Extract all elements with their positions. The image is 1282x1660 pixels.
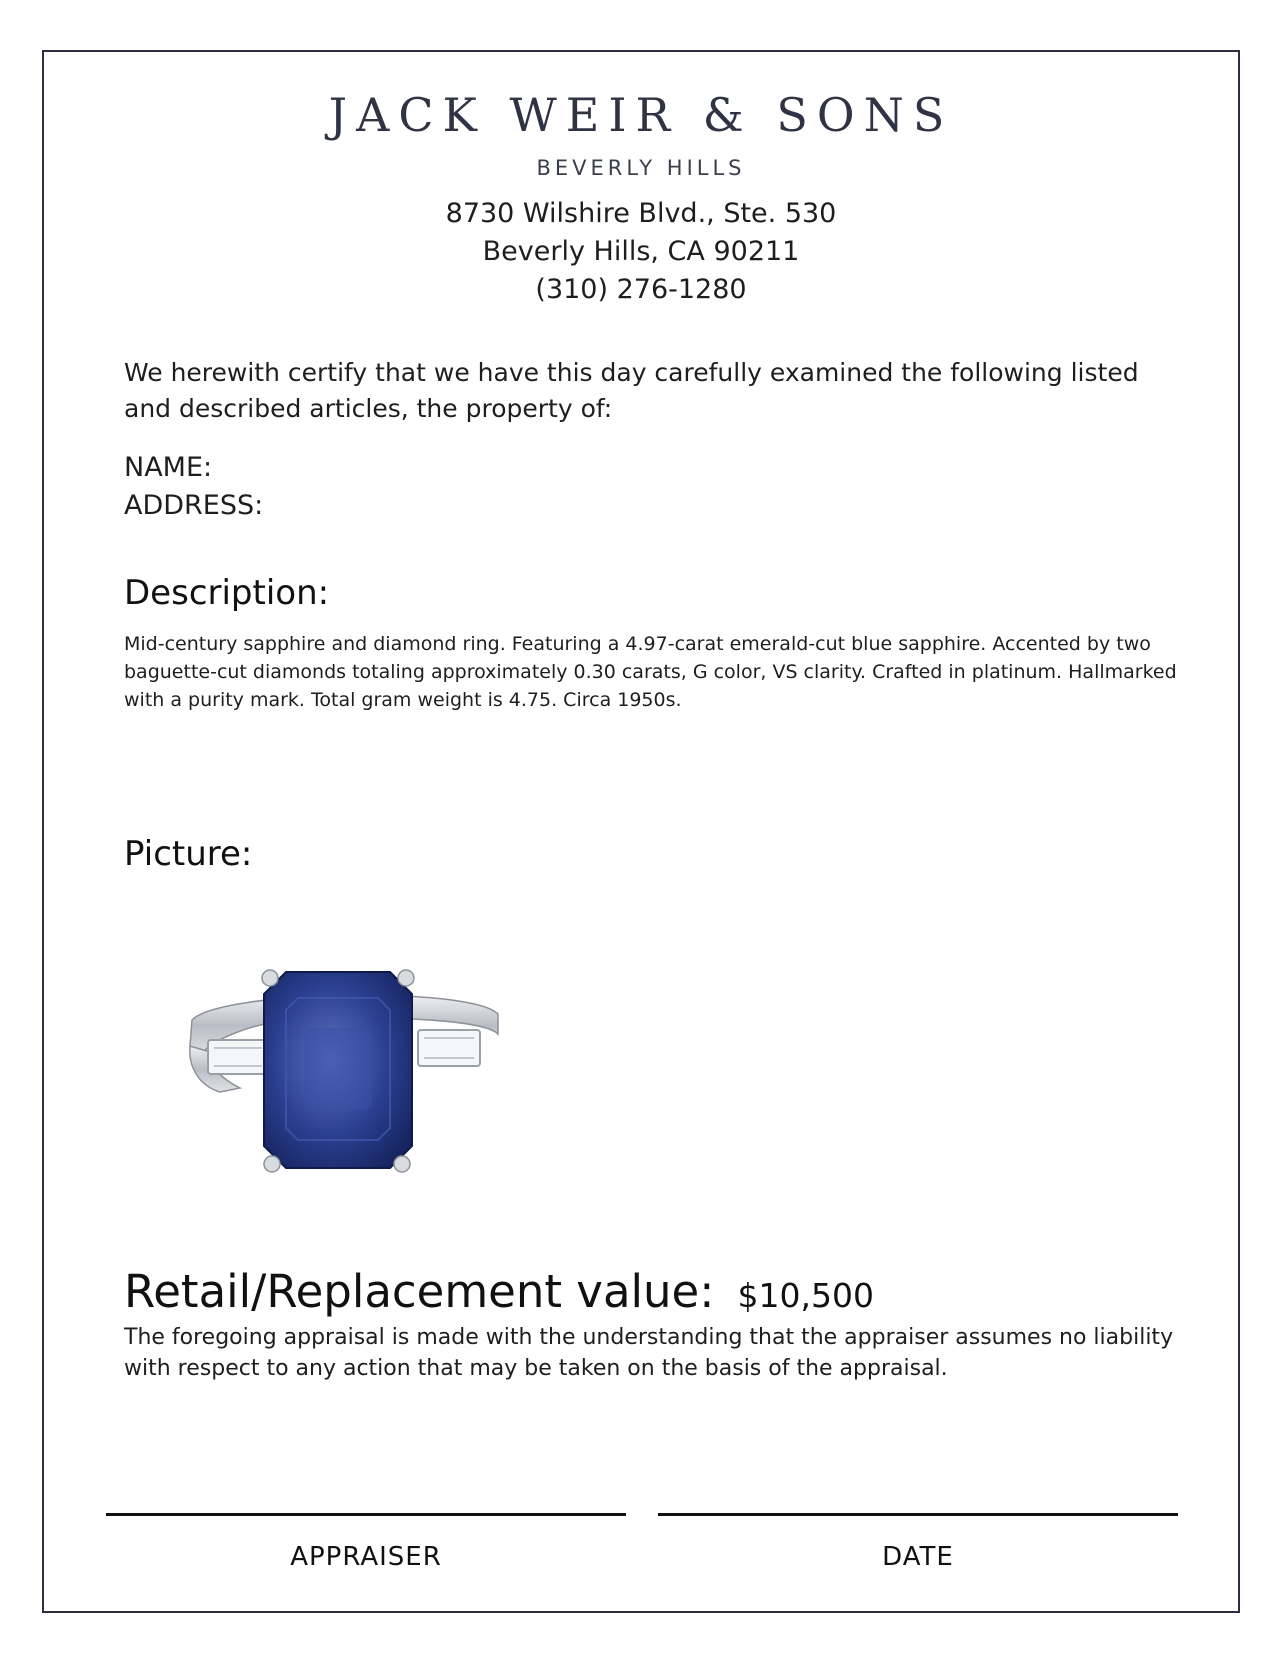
picture-heading: Picture: (124, 834, 253, 874)
brand-name: JACK WEIR & SONS (328, 88, 954, 142)
appraiser-label: APPRAISER (290, 1542, 442, 1572)
address-label: ADDRESS: (124, 490, 264, 521)
address-line-1: 8730 Wilshire Blvd., Ste. 530 (445, 198, 837, 229)
appraiser-signature-line (106, 1513, 626, 1516)
store-address (0, 195, 1282, 309)
name-label: NAME: (124, 452, 213, 483)
description-heading: Description: (124, 573, 330, 613)
sapphire-ring-icon (180, 968, 510, 1193)
date-signature-line (658, 1513, 1178, 1516)
phone-number: (310) 276-1280 (535, 274, 747, 305)
disclaimer-text: The foregoing appraisal is made with the understanding that the appraiser assumes no liability with respect to any action that may be taken on the basis of the appraisal. (124, 1325, 1174, 1381)
valuation-amount: $10,500 (737, 1276, 874, 1315)
brand-city: BEVERLY HILLS (536, 156, 746, 180)
certification-text: We herewith certify that we have this day carefully examined the following listed and described articles, the property of: (124, 358, 1139, 423)
valuation-row (124, 1265, 874, 1318)
description-text: Mid-century sapphire and diamond ring. Featuring a 4.97-carat emerald-cut blue sapphire. Accented by two baguette-cut diamonds totaling approximately 0.30 carats, G color, VS clarity. Crafted in platinum. Hallmarked with a purity mark. Total gram weight is 4.75. Circa 1950s. (124, 633, 1177, 711)
date-label: DATE (882, 1542, 954, 1572)
valuation-label: Retail/Replacement value: (124, 1265, 715, 1318)
address-line-2: Beverly Hills, CA 90211 (482, 236, 800, 267)
